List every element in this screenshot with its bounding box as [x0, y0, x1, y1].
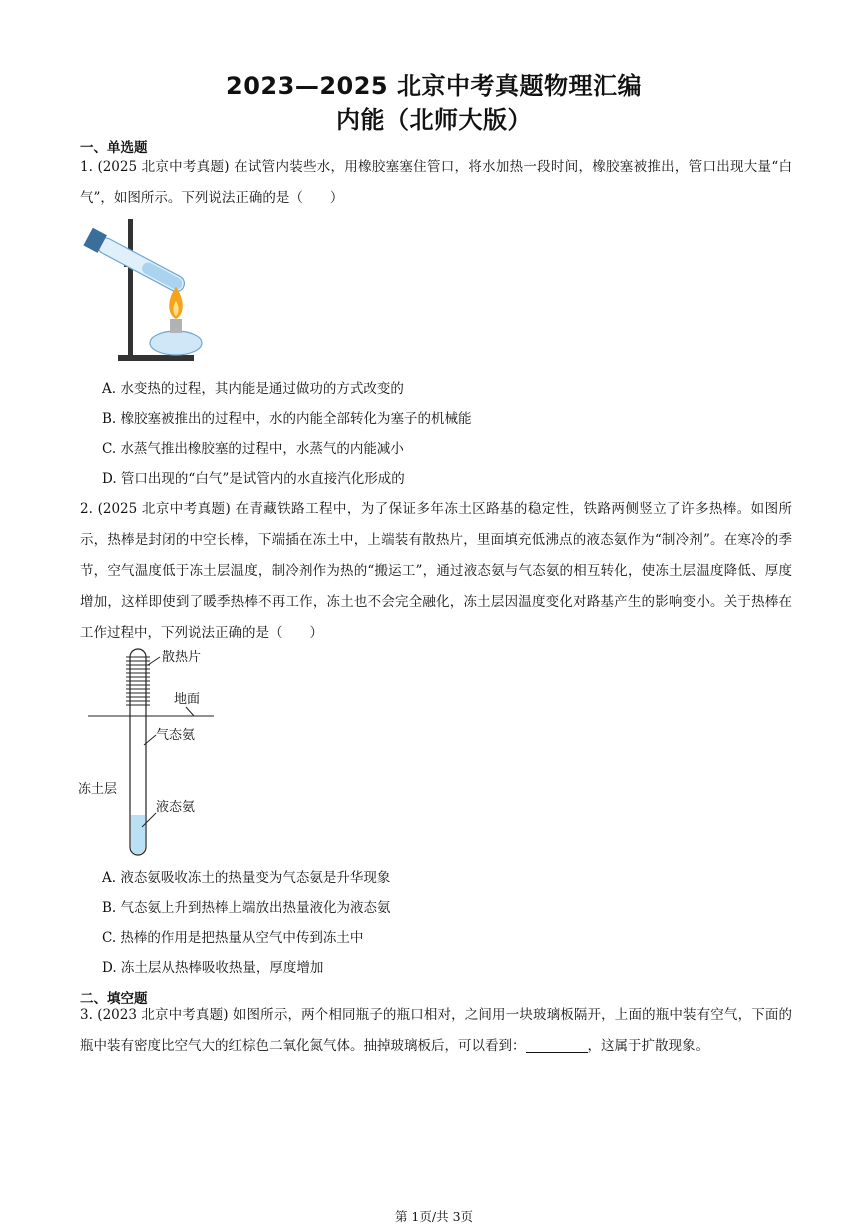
question-1-stem: 1. (2025 北京中考真题) 在试管内装些水，用橡胶塞塞住管口，将水加热一段时间，橡胶塞被推出，管口出现大量“白气”，如图所示。下列说法正确的是（ ）: [80, 159, 792, 206]
stand-rod: [128, 219, 133, 357]
alcohol-lamp: [150, 331, 202, 355]
label-frozen-soil: 冻土层: [78, 782, 118, 797]
question-2-option-b: B. 气态氨上升到热棒上端放出热量液化为液态氨: [102, 900, 391, 916]
question-3-stem-after: ，这属于扩散现象。: [587, 1038, 709, 1054]
question-3-stem: [80, 1000, 792, 1062]
page-title: 2023—2025 北京中考真题物理汇编: [226, 72, 642, 100]
page-subtitle: 内能（北师大版）: [336, 106, 532, 134]
liquid-ammonia: [131, 815, 145, 854]
question-1-option-d: D. 管口出现的“白气”是试管内的水直接汽化形成的: [102, 471, 405, 487]
question-1-option-b: B. 橡胶塞被推出的过程中，水的内能全部转化为塞子的机械能: [102, 411, 472, 427]
question-1-option-a: A. 水变热的过程，其内能是通过做功的方式改变的: [102, 381, 404, 397]
question-2-stem: 2. (2025 北京中考真题) 在青藏铁路工程中，为了保证多年冻土区路基的稳定性，铁路两侧竖立了许多热棒。如图所示，热棒是封闭的中空长棒，下端插在冻土中，上端装有散热片，里面填充低沸点的液态氨作为“制冷剂”。在寒冷的季节，空气温度低于冻土层温度，制冷剂作为热的“搬运工”，通过液态氨与气态氨的相互转化，使冻土层温度降低、厚度增加，这样即使到了暖季热棒不再工作，冻土也不会完全融化，冻土层因温度变化对路基产生的影响变小。关于热棒在工作过程中，下列说法正确的是（ ）: [80, 501, 792, 641]
question-2-option-c: C. 热棒的作用是把热量从空气中传到冻土中: [102, 930, 364, 946]
label-ground: 地面: [174, 692, 201, 707]
question-2-option-d: D. 冻土层从热棒吸收热量，厚度增加: [102, 960, 324, 976]
page-number: 第 1页/共 3页: [394, 1209, 474, 1224]
label-fins: 散热片: [162, 650, 202, 665]
section-heading-fill-blank: 二、填空题: [80, 991, 148, 1007]
lamp-wick-holder: [170, 319, 182, 333]
heat-pipe-figure: [76, 645, 226, 857]
label-liquid-ammonia: 液态氨: [156, 800, 196, 815]
question-3-stem-before: 3. (2023 北京中考真题) 如图所示，两个相同瓶子的瓶口相对，之间用一块玻璃板隔开，上面的瓶中装有空气，下面的瓶中装有密度比空气大的红棕色二氧化氮气体。抽掉玻璃板后，可以看到：: [80, 1007, 792, 1054]
test-tube-heating-figure: [78, 215, 210, 365]
answer-blank: [526, 1038, 588, 1053]
question-1-option-c: C. 水蒸气推出橡胶塞的过程中，水蒸气的内能减小: [102, 441, 404, 457]
question-2-option-a: A. 液态氨吸收冻土的热量变为气态氨是升华现象: [102, 870, 391, 886]
section-heading-single-choice: 一、单选题: [80, 140, 148, 156]
label-gas-ammonia: 气态氨: [156, 728, 196, 743]
